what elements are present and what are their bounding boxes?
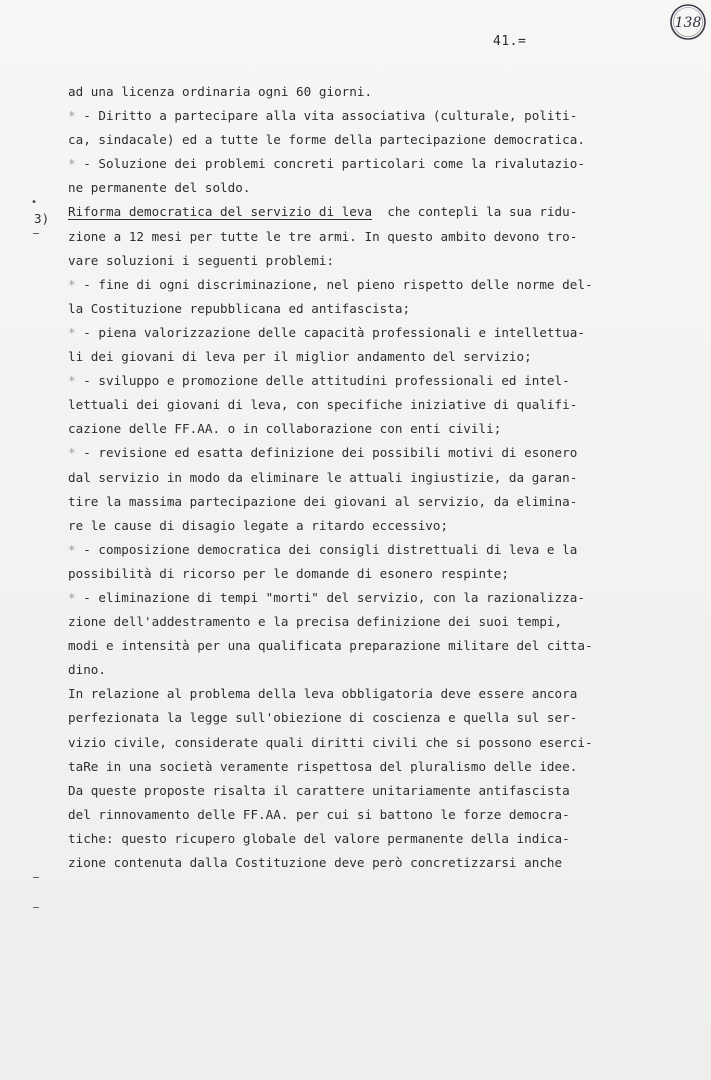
text-line: vare soluzioni i seguenti problemi: (68, 252, 335, 268)
section-heading-rest: che contepli la sua ridu- (387, 204, 578, 220)
section-number: 3) (34, 210, 50, 226)
text-line: * - composizione democratica dei consigli distrettuali di leva e la (68, 541, 578, 557)
margin-dot: • (31, 197, 38, 208)
text-line: zione contenuta dalla Costituzione deve però concretizzarsi anche (68, 855, 563, 870)
text-line: cazione delle FF.AA. o in collaborazione con enti civili; (68, 421, 502, 437)
section-heading: Riforma democratica del servizio di leva (68, 204, 373, 220)
text-line: possibilità di ricorso per le domande di esonero respinte; (68, 565, 509, 581)
section-heading-line (68, 200, 668, 224)
text-line: dino. (68, 662, 107, 678)
text-line: dal servizio in modo da eliminare le attuali ingiustizie, da garan- (68, 469, 578, 485)
margin-dash (33, 233, 39, 234)
bullet-asterisk: * (68, 108, 76, 124)
text-line: ca, sindacale) ed a tutte le forme della partecipazione democratica. (68, 132, 585, 148)
margin-dash (33, 907, 39, 908)
bullet-asterisk: * (68, 541, 76, 557)
bullet-asterisk: * (68, 276, 76, 292)
body-text (68, 80, 668, 875)
text-line: Da queste proposte risalta il carattere unitariamente antifascista (68, 782, 570, 798)
bullet-asterisk: * (68, 324, 76, 340)
text-line: * - revisione ed esatta definizione dei possibili motivi di esonero (68, 445, 578, 461)
text-line: * - sviluppo e promozione delle attitudini professionali ed intel- (68, 373, 570, 389)
text-line: ad una licenza ordinaria ogni 60 giorni. (68, 84, 373, 99)
text-line: del rinnovamento delle FF.AA. per cui si battono le forze democra- (68, 806, 570, 822)
text-line: * - piena valorizzazione delle capacità professionali e intellettua- (68, 324, 585, 340)
text-line: la Costituzione repubblicana ed antifascista; (68, 300, 411, 316)
stamp-number: 138 (674, 15, 702, 31)
text-line: modi e intensità per una qualificata preparazione militare del citta- (68, 638, 593, 654)
bullet-asterisk: * (68, 156, 76, 172)
text-line: tire la massima partecipazione dei giovani al servizio, da elimina- (68, 493, 578, 509)
text-line: zione dell'addestramento e la precisa definizione dei suoi tempi, (68, 614, 563, 630)
text-line: taRe in una società veramente rispettosa del pluralismo delle idee. (68, 758, 578, 774)
archive-stamp-icon (668, 2, 708, 42)
margin-dash (33, 877, 39, 878)
text-line: * - Soluzione dei problemi concreti particolari come la rivalutazio- (68, 156, 585, 172)
page-number: 41.= (493, 34, 527, 49)
text-line: perfezionata la legge sull'obiezione di coscienza e quella sul ser- (68, 710, 578, 726)
text-line: ne permanente del soldo. (68, 180, 251, 196)
bullet-asterisk: * (68, 373, 76, 389)
text-line: zione a 12 mesi per tutte le tre armi. In questo ambito devono tro- (68, 228, 578, 244)
text-line: In relazione al problema della leva obbligatoria deve essere ancora (68, 686, 578, 702)
text-line: vizio civile, considerate quali diritti civili che si possono eserci- (68, 734, 593, 750)
text-line: re le cause di disagio legate a ritardo eccessivo; (68, 517, 449, 533)
text-line: * - fine di ogni discriminazione, nel pieno rispetto delle norme del- (68, 276, 593, 292)
bullet-asterisk: * (68, 445, 76, 461)
bullet-asterisk: * (68, 589, 76, 605)
text-line: li dei giovani di leva per il miglior andamento del servizio; (68, 349, 532, 365)
text-line: * - eliminazione di tempi "morti" del servizio, con la razionalizza- (68, 589, 585, 605)
text-line: tiche: questo ricupero globale del valore permanente della indica- (68, 830, 570, 846)
text-line: lettuali dei giovani di leva, con specifiche iniziative di qualifi- (68, 397, 578, 413)
text-line: * - Diritto a partecipare alla vita associativa (culturale, politi- (68, 108, 578, 124)
